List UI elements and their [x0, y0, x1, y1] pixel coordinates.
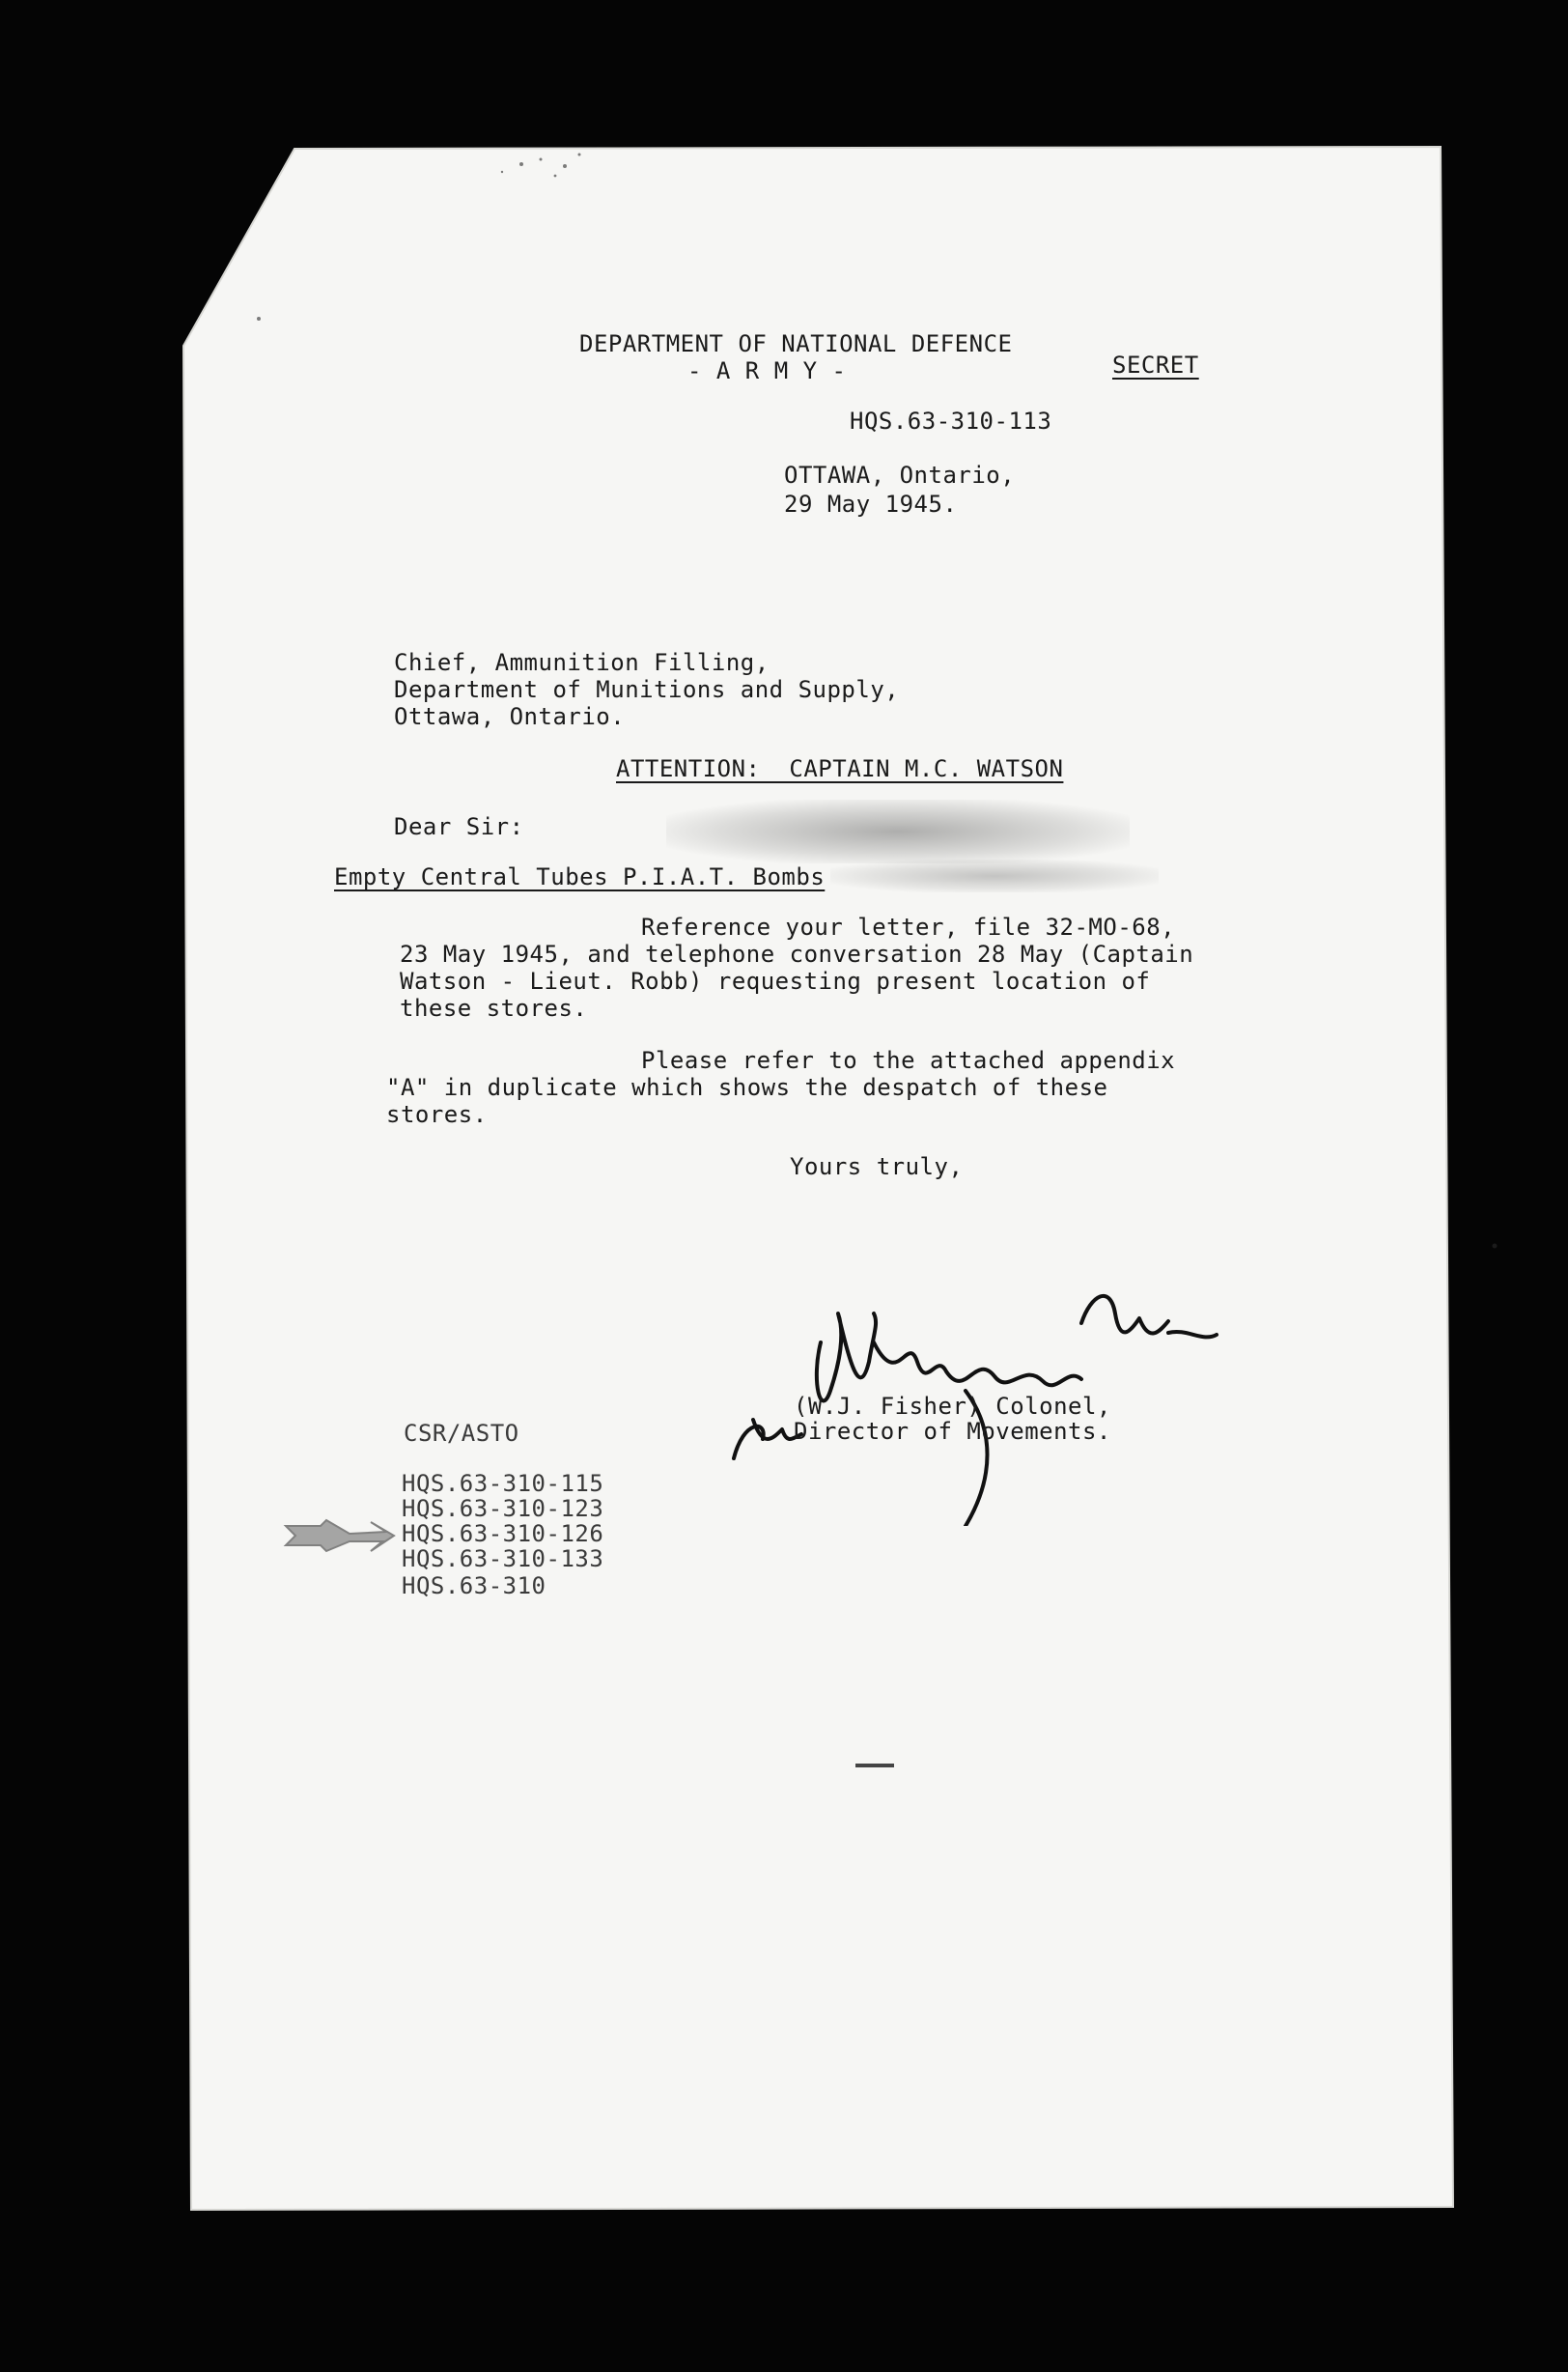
closing: Yours truly, [790, 1153, 964, 1180]
date-line: 29 May 1945. [784, 491, 958, 518]
body-p2-line-1: Please refer to the attached appendix [641, 1047, 1176, 1074]
place-line: OTTAWA, Ontario, [784, 462, 1016, 489]
body-p2-line-3: stores. [386, 1101, 488, 1128]
distribution-code: CSR/ASTO [404, 1420, 519, 1447]
classification-secret: SECRET [1112, 352, 1199, 379]
addressee-line-2: Department of Munitions and Supply, [394, 676, 900, 703]
arrow-stamp-icon [282, 1512, 398, 1561]
body-p1-line-2: 23 May 1945, and telephone conversation 28 May (Captain [400, 941, 1194, 968]
distribution-file-5: HQS.63-310 [402, 1572, 546, 1599]
file-number: HQS.63-310-113 [850, 408, 1052, 435]
addressee-line-3: Ottawa, Ontario. [394, 703, 626, 730]
distribution-file-3: HQS.63-310-126 [402, 1520, 604, 1547]
signature-name-line: (W.J. Fisher) Colonel, [794, 1393, 1111, 1420]
signature-title-line: Director of Movements. [794, 1418, 1111, 1445]
addressee-line-1: Chief, Ammunition Filling, [394, 649, 770, 676]
salutation: Dear Sir: [394, 813, 524, 840]
department-heading: DEPARTMENT OF NATIONAL DEFENCE [579, 330, 1013, 357]
attention-line: ATTENTION: CAPTAIN M.C. WATSON [616, 755, 1064, 782]
distribution-file-4: HQS.63-310-133 [402, 1545, 604, 1572]
body-p1-line-1: Reference your letter, file 32-MO-68, [641, 914, 1176, 941]
distribution-file-2: HQS.63-310-123 [402, 1495, 604, 1522]
subject-line: Empty Central Tubes P.I.A.T. Bombs [334, 863, 826, 890]
body-p1-line-3: Watson - Lieut. Robb) requesting present location of [400, 968, 1151, 995]
army-heading: - A R M Y - [687, 357, 847, 384]
body-p1-line-4: these stores. [400, 995, 588, 1022]
body-p2-line-2: "A" in duplicate which shows the despatch of these [386, 1074, 1108, 1101]
dash-mark [855, 1764, 894, 1767]
distribution-file-1: HQS.63-310-115 [402, 1470, 604, 1497]
